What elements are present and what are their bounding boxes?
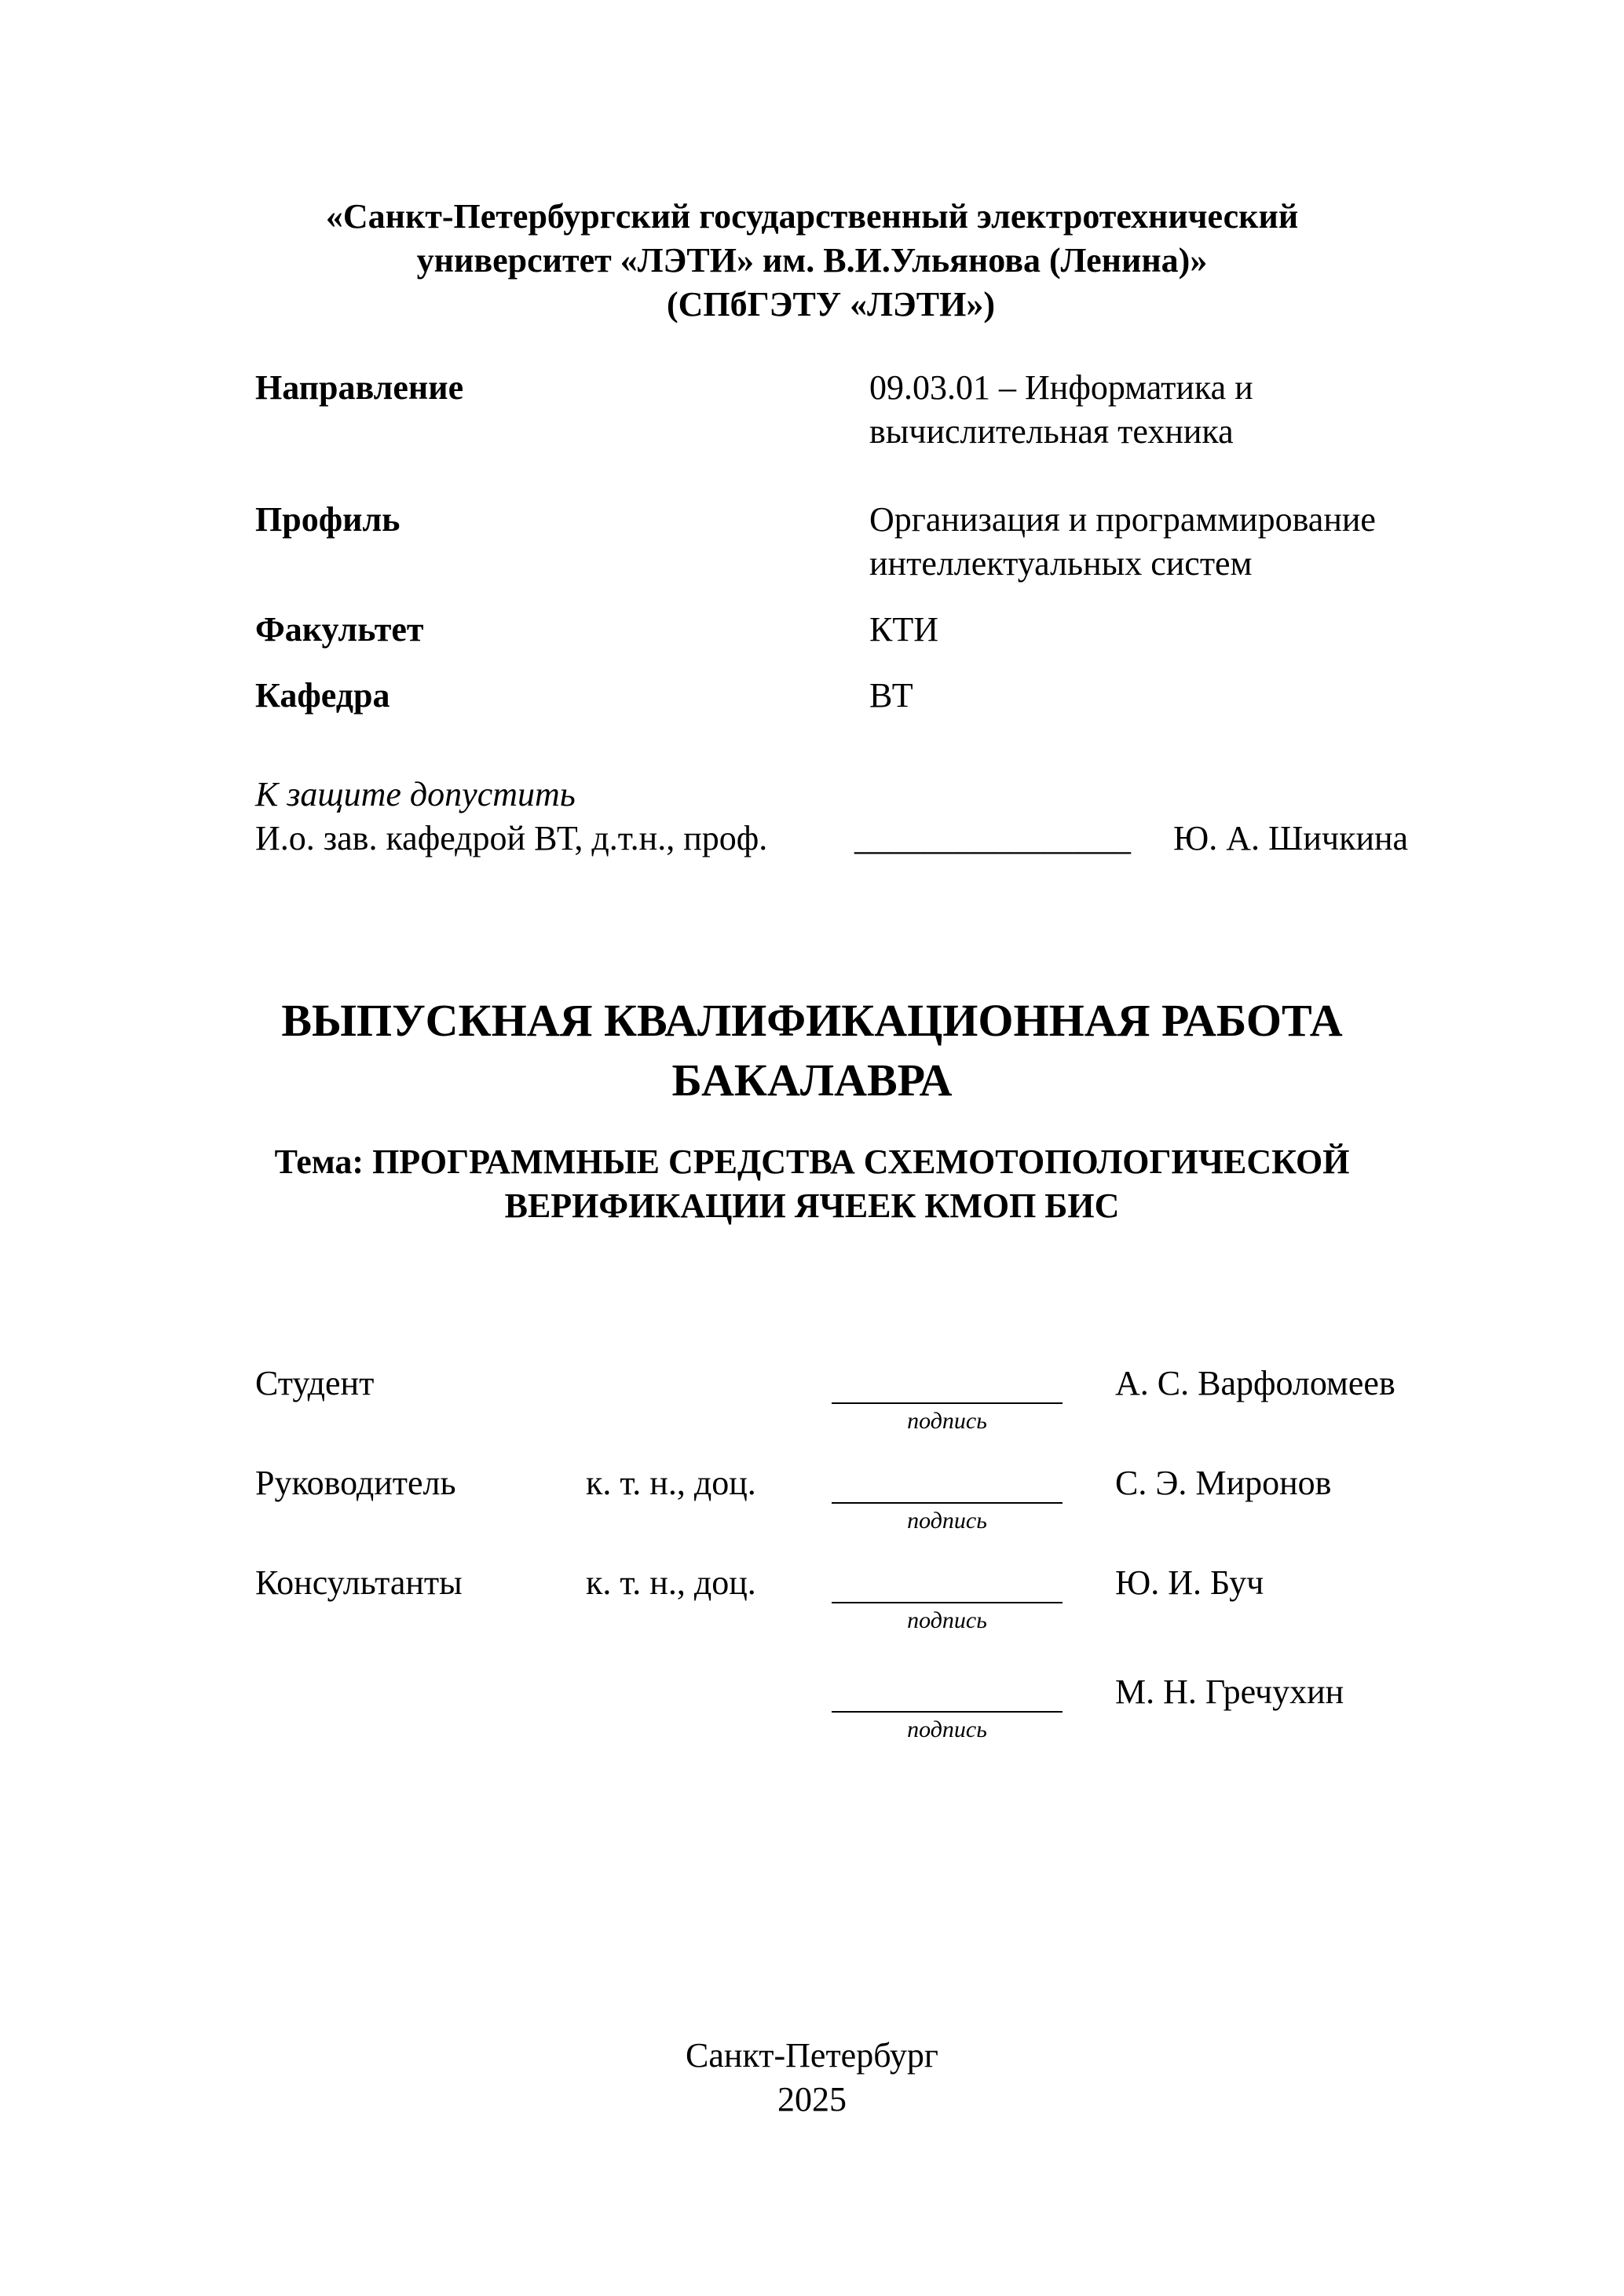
direction-value-line-1: 09.03.01 – Информатика и bbox=[869, 368, 1253, 407]
topic-line-2: ВЕРИФИКАЦИИ ЯЧЕЕК КМОП БИС bbox=[504, 1186, 1120, 1225]
profile-value-line-2: интеллектуальных систем bbox=[869, 544, 1253, 583]
consultant-1-signature-caption: подпись bbox=[907, 1607, 987, 1633]
topic-line-1: Тема: ПРОГРАММНЫЕ СРЕДСТВА СХЕМОТОПОЛОГИЧЕСКОЙ bbox=[274, 1143, 1350, 1181]
profile-value-line-1: Организация и программирование bbox=[869, 500, 1376, 539]
direction-value-line-2: вычислительная техника bbox=[869, 412, 1234, 451]
supervisor-degree: к. т. н., доц. bbox=[586, 1464, 756, 1502]
footer-year: 2025 bbox=[777, 2080, 847, 2119]
consultant-2-signature-caption: подпись bbox=[907, 1717, 987, 1742]
approval-position: И.о. зав. кафедрой ВТ, д.т.н., проф. bbox=[255, 819, 768, 857]
university-line-2: университет «ЛЭТИ» им. В.И.Ульянова (Ленина)» bbox=[416, 241, 1208, 280]
student-signature-caption: подпись bbox=[907, 1408, 987, 1434]
profile-label: Профиль bbox=[255, 500, 401, 539]
footer-city: Санкт-Петербург bbox=[686, 2036, 938, 2075]
approval-name: Ю. А. Шичкина bbox=[1173, 819, 1409, 857]
consultant-1-name: Ю. И. Буч bbox=[1115, 1563, 1264, 1602]
direction-label: Направление bbox=[255, 368, 464, 407]
work-title-line-2: БАКАЛАВРА bbox=[671, 1055, 953, 1106]
faculty-value: КТИ bbox=[869, 610, 938, 649]
consultant-degree: к. т. н., доц. bbox=[586, 1563, 756, 1602]
approval-caption: К защите допустить bbox=[255, 775, 576, 813]
supervisor-signature-line bbox=[832, 1502, 1063, 1504]
supervisor-name: С. Э. Миронов bbox=[1115, 1464, 1332, 1502]
student-role: Студент bbox=[255, 1364, 375, 1402]
consultant-2-signature-line bbox=[832, 1711, 1063, 1713]
supervisor-role: Руководитель bbox=[255, 1464, 456, 1502]
university-line-1: «Санкт-Петербургский государственный электротехнический bbox=[325, 197, 1299, 236]
approval-signature-blank: ________________ bbox=[854, 819, 1131, 857]
department-value: ВТ bbox=[869, 676, 913, 715]
department-label: Кафедра bbox=[255, 676, 390, 715]
supervisor-signature-caption: подпись bbox=[907, 1508, 987, 1534]
consultant-2-name: М. Н. Гречухин bbox=[1115, 1673, 1344, 1711]
work-title-line-1: ВЫПУСКНАЯ КВАЛИФИКАЦИОННАЯ РАБОТА bbox=[281, 995, 1343, 1046]
university-header bbox=[0, 195, 1624, 327]
faculty-label: Факультет bbox=[255, 610, 424, 649]
consultant-1-signature-line bbox=[832, 1602, 1063, 1603]
consultants-role: Консультанты bbox=[255, 1563, 463, 1602]
university-line-3: (СПбГЭТУ «ЛЭТИ») bbox=[667, 285, 995, 324]
student-name: А. С. Варфоломеев bbox=[1115, 1364, 1395, 1402]
student-signature-line bbox=[832, 1402, 1063, 1404]
